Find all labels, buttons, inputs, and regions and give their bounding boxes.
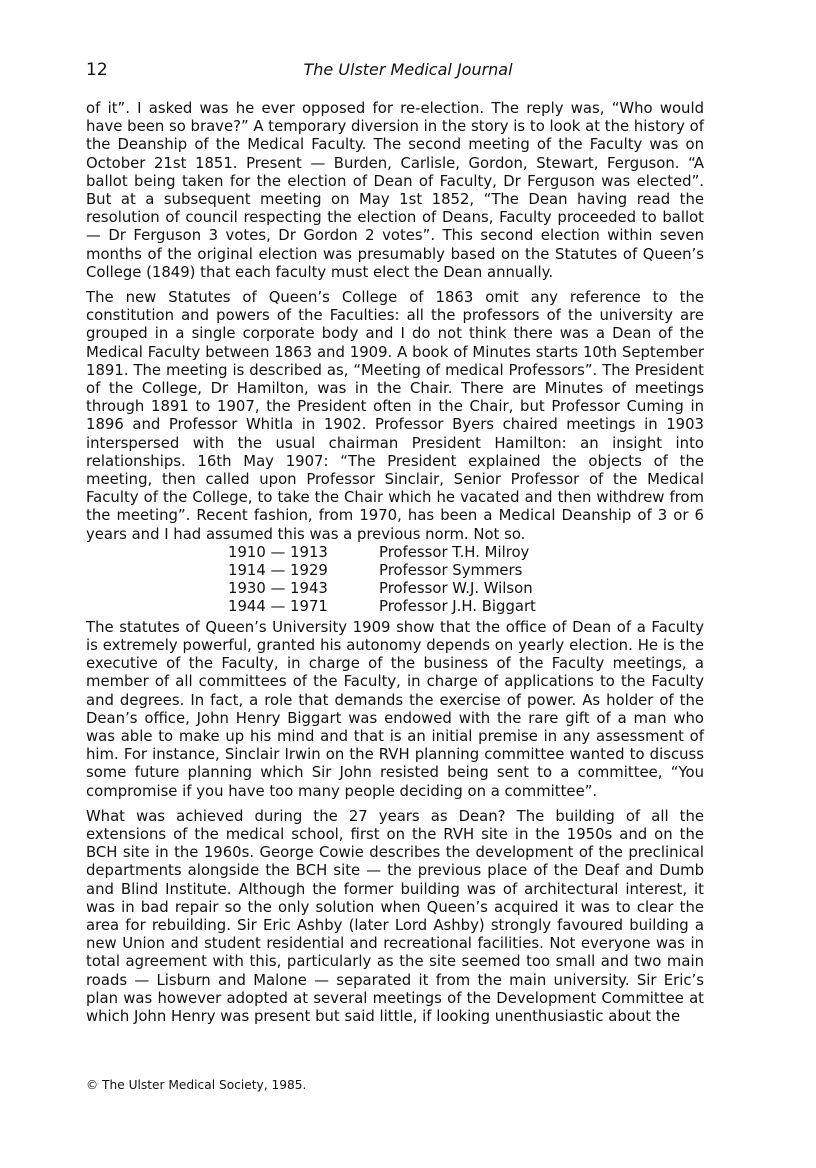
deans-table-row: [228, 561, 536, 579]
paragraph: The new Statutes of Queen’s College of 1863 omit any reference to the constitution and powers of the Faculties: all the professors of the university are grouped in a single corporate body and I do not think there was a Dean of the Medical Faculty between 1863 and 1909. A book of Minutes starts 10th September 1891. The meeting is described as, “Meeting of medical Professors”. The President of the College, Dr Hamilton, was in the Chair. There are Minutes of meetings through 1891 to 1907, the President often in the Chair, but Professor Cuming in 1896 and Professor Whitla in 1902. Professor Byers chaired meetings in 1903 interspersed with the usual chairman President Hamilton: an insight into relationships. 16th May 1907: “The President explained the objects of the meeting, then called upon Professor Sinclair, Senior Professor of the Medical Faculty of the College, to take the Chair which he vacated and then withdrew from the meeting”. Recent fashion, from 1970, has been a Medical Deanship of 3 or 6 years and I had assumed this was a previous norm. Not so.: [86, 288, 704, 543]
dean-name: Professor T.H. Milroy: [379, 542, 530, 561]
dean-name: Professor J.H. Biggart: [379, 597, 536, 616]
dean-years: 1910 — 1913: [228, 542, 328, 561]
page-number: 12: [86, 60, 108, 80]
dean-name: Professor Symmers: [379, 561, 523, 580]
article-body: [86, 99, 704, 1025]
paragraph: The statutes of Queen’s University 1909 show that the office of Dean of a Faculty is extremely powerful, granted his autonomy depends on yearly election. He is the executive of the Faculty, in charge of the business of the Faculty meetings, a member of all committees of the Faculty, in charge of applications to the Faculty and degrees. In fact, a role that demands the exercise of power. As holder of the Dean’s office, John Henry Biggart was endowed with the rare gift of a man who was able to make up his mind and that is an initial premise in any assessment of him. For instance, Sinclair Irwin on the RVH planning committee wanted to discuss some future planning which Sir John resisted being sent to a committee, “You compromise if you have too many people deciding on a committee”.: [86, 617, 704, 800]
deans-table: [228, 543, 536, 616]
dean-years: 1944 — 1971: [228, 597, 328, 616]
deans-table-row: [228, 579, 536, 597]
deans-table-row: [228, 597, 536, 615]
copyright-footer: © The Ulster Medical Society, 1985.: [86, 1078, 307, 1092]
deans-table-row: [228, 543, 536, 561]
dean-years: 1914 — 1929: [228, 561, 328, 580]
dean-years: 1930 — 1943: [228, 579, 328, 598]
dean-name: Professor W.J. Wilson: [379, 579, 533, 598]
running-head: The Ulster Medical Journal: [303, 60, 513, 79]
paragraph: of it”. I asked was he ever opposed for re-election. The reply was, “Who would have been so brave?” A temporary diversion in the story is to look at the history of the Deanship of the Medical Faculty. The second meeting of the Faculty was on October 21st 1851. Present — Burden, Carlisle, Gordon, Stewart, Ferguson. “A ballot being taken for the election of Dean of Faculty, Dr Ferguson was elected”. But at a subsequent meeting on May 1st 1852, “The Dean having read the resolution of council respecting the election of Deans, Faculty proceeded to ballot — Dr Ferguson 3 votes, Dr Gordon 2 votes”. This second election within seven months of the original election was presumably based on the Statutes of Queen’s College (1849) that each faculty must elect the Dean annually.: [86, 99, 704, 281]
paragraph: What was achieved during the 27 years as Dean? The building of all the extensions of the medical school, first on the RVH site in the 1950s and on the BCH site in the 1960s. George Cowie describes the development of the preclinical departments alongside the BCH site — the previous place of the Deaf and Dumb and Blind Institute. Although the former building was of architectural interest, it was in bad repair so the only solution when Queen’s acquired it was to clear the area for rebuilding. Sir Eric Ashby (later Lord Ashby) strongly favoured building a new Union and student residential and recreational facilities. Not everyone was in total agreement with this, particularly as the site seemed too small and two main roads — Lisburn and Malone — separated it from the main university. Sir Eric’s plan was however adopted at several meetings of the Development Committee at which John Henry was present but said little, if looking unenthusiastic about the: [86, 806, 704, 1025]
